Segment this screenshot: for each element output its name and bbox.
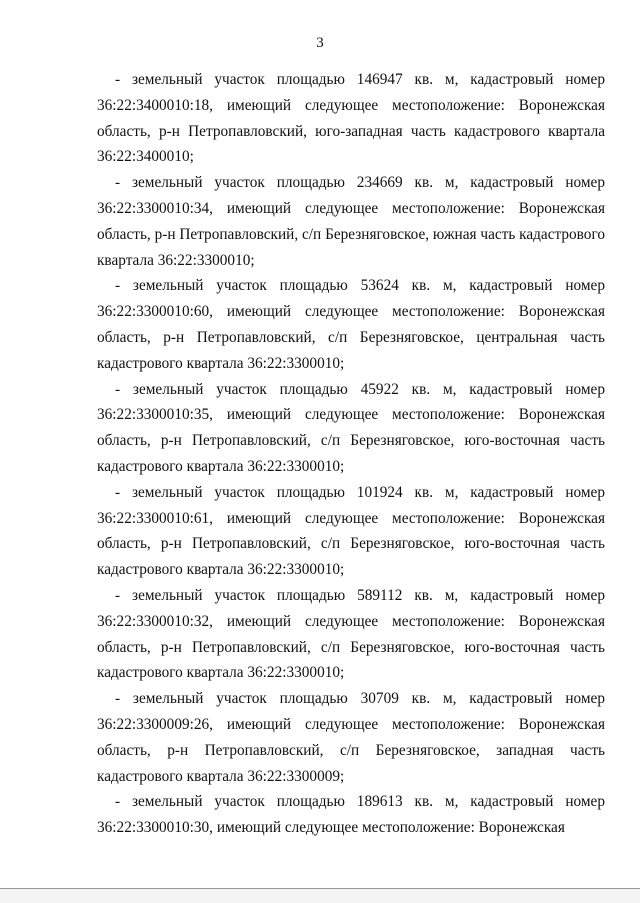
land-plot-paragraph: - земельный участок площадью 30709 кв. м, кадастровый номер 36:22:3300009:26, имеющий следующее местоположение: Воронежская область, р-н Петропавловский, с/п Березняговское, западная часть кадастрового квартала 36:22:3300009; <box>97 690 605 785</box>
page-number: 3 <box>316 35 324 51</box>
land-plot-paragraph: - земельный участок площадью 101924 кв. м, кадастровый номер 36:22:3300010:61, имеющий следующее местоположение: Воронежская область, р-н Петропавловский, с/п Березняговское, юго-восточная часть кадастрового квартала 36:22:3300010; <box>97 483 605 579</box>
land-plot-paragraph: - земельный участок площадью 589112 кв. м, кадастровый номер 36:22:3300010:32, имеющий следующее местоположение: Воронежская область, р-н Петропавловский, с/п Березняговское, юго-восточная часть кадастрового квартала 36:22:3300010; <box>97 586 605 682</box>
land-plot-paragraph: - земельный участок площадью 53624 кв. м, кадастровый номер 36:22:3300010:60, имеющий следующее местоположение: Воронежская область, р-н Петропавловский, с/п Березняговское, центральная часть кадастрового квартала 36:22:3300010; <box>97 277 605 372</box>
document-body <box>97 67 605 841</box>
land-plot-paragraph: - земельный участок площадью 234669 кв. м, кадастровый номер 36:22:3300010:34, имеющий следующее местоположение: Воронежская область, р-н Петропавловский, с/п Березняговское, южная часть кадастрового квартала 36:22:3300010; <box>97 174 605 269</box>
land-plot-paragraph: - земельный участок площадью 189613 кв. м, кадастровый номер 36:22:3300010:30, имеющий следующее местоположение: Воронежская <box>97 793 605 837</box>
scan-bottom-strip <box>0 889 640 903</box>
land-plot-paragraph: - земельный участок площадью 45922 кв. м, кадастровый номер 36:22:3300010:35, имеющий следующее местоположение: Воронежская область, р-н Петропавловский, с/п Березняговское, юго-восточная часть кадастрового квартала 36:22:3300010; <box>97 380 605 475</box>
land-plot-paragraph: - земельный участок площадью 146947 кв. м, кадастровый номер 36:22:3400010:18, имеющий следующее местоположение: Воронежская область, р-н Петропавловский, юго-западная часть кадастрового квартала 36:22:3400010; <box>97 71 605 166</box>
